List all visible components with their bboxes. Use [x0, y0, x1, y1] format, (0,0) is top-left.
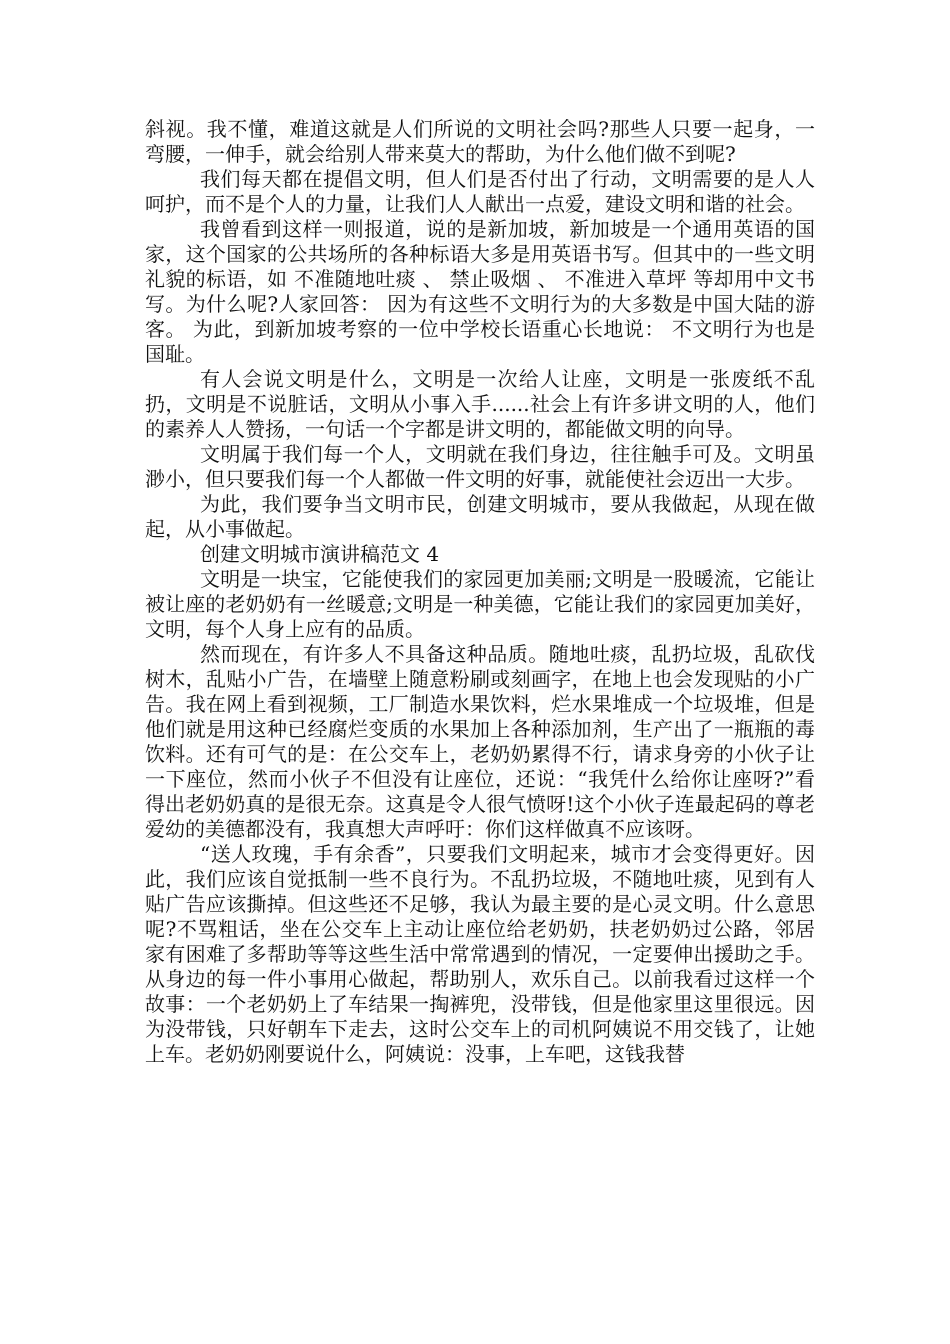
section-heading: 创建文明城市演讲稿范文 4	[200, 542, 440, 566]
paragraph: 为此，我们要争当文明市民，创建文明城市，要从我做起，从现在做起，从小事做起。	[145, 492, 815, 541]
paragraph-continued: 斜视。我不懂，难道这就是人们所说的文明社会吗?那些人只要一起身，一弯腰，一伸手，就会给别人带来莫大的帮助，为什么他们做不到呢?	[145, 117, 815, 166]
document-page	[145, 117, 815, 1067]
paragraph: 文明属于我们每一个人，文明就在我们身边，往往触手可及。文明虽渺小，但只要我们每一个人都做一件文明的好事，就能使社会迈出一大步。	[145, 442, 815, 491]
paragraph: 我们每天都在提倡文明，但人们是否付出了行动，文明需要的是人人呵护，而不是个人的力量，让我们人人献出一点爱，建设文明和谐的社会。	[145, 167, 815, 216]
paragraph: 我曾看到这样一则报道，说的是新加坡，新加坡是一个通用英语的国家，这个国家的公共场所的各种标语大多是用英语书写。但其中的一些文明礼貌的标语，如 不准随地吐痰 、 禁止吸烟 、 不准进入草坪 等却用中文书写。为什么呢?人家回答： 因为有这些不文明行为的大多数是中国大陆的游客。 为此，到新加坡考察的一位中学校长语重心长地说： 不文明行为也是国耻。	[145, 217, 815, 366]
paragraph: 文明是一块宝，它能使我们的家园更加美丽;文明是一股暖流，它能让被让座的老奶奶有一丝暖意;文明是一种美德，它能让我们的家园更加美好，文明，每个人身上应有的品质。	[145, 567, 815, 641]
paragraph: “送人玫瑰，手有余香”，只要我们文明起来，城市才会变得更好。因此，我们应该自觉抵制一些不良行为。不乱扔垃圾，不随地吐痰，见到有人贴广告应该撕掉。但这些还不足够，我认为最主要的是心灵文明。什么意思呢?不骂粗话，坐在公交车上主动让座位给老奶奶，扶老奶奶过公路，邻居家有困难了多帮助等等这些生活中常常遇到的情况，一定要伸出援助之手。从身边的每一件小事用心做起，帮助别人，欢乐自己。以前我看过这样一个故事：一个老奶奶上了车结果一掏裤兜，没带钱，但是他家里这里很远。因为没带钱，只好朝车下走去，这时公交车上的司机阿姨说不用交钱了，让她上车。老奶奶刚要说什么，阿姨说：没事，上车吧，这钱我替	[145, 842, 815, 1066]
paragraph: 有人会说文明是什么，文明是一次给人让座，文明是一张废纸不乱扔，文明是不说脏话，文明从小事入手......社会上有许多讲文明的人，他们的素养人人赞扬，一句话一个字都是讲文明的，都能做文明的向导。	[145, 367, 815, 441]
paragraph: 然而现在，有许多人不具备这种品质。随地吐痰，乱扔垃圾，乱砍伐树木，乱贴小广告，在墙壁上随意粉刷或刻画字，在地上也会发现贴的小广告。我在网上看到视频，工厂制造水果饮料，烂水果堆成一个垃圾堆，但是他们就是用这种已经腐烂变质的水果加上各种添加剂，生产出了一瓶瓶的毒饮料。还有可气的是：在公交车上，老奶奶累得不行，请求身旁的小伙子让一下座位，然而小伙子不但没有让座位，还说：“我凭什么给你让座呀?”看得出老奶奶真的是很无奈。这真是令人很气愤呀!这个小伙子连最起码的尊老爱幼的美德都没有，我真想大声呼吁：你们这样做真不应该呀。	[145, 642, 815, 841]
